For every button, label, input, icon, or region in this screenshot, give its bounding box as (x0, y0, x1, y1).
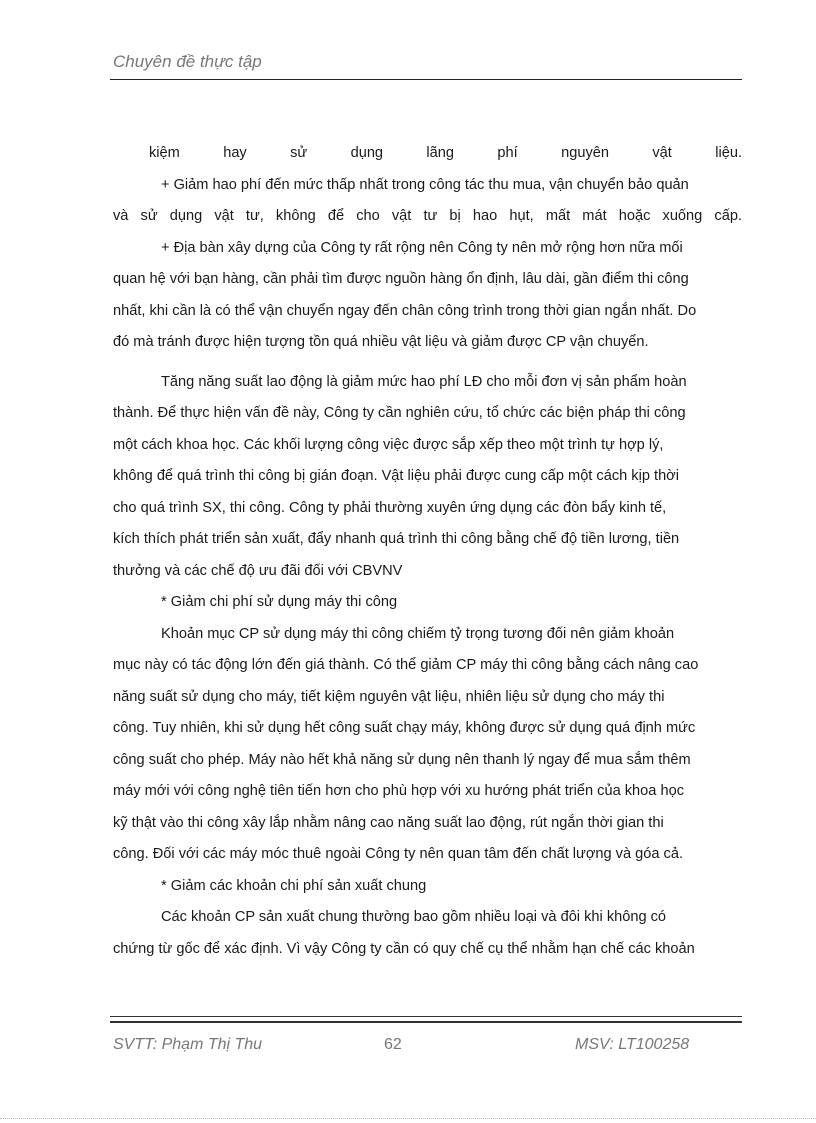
paragraph-line: kiệm hay sử dụng lãng phí nguyên vật liệu. (149, 145, 742, 161)
paragraph-line: Các khoản CP sản xuất chung thường bao gồm nhiều loại và đôi khi không có (161, 909, 667, 925)
footer-student-name: SVTT: Phạm Thị Thu (113, 1036, 263, 1053)
paragraph-line: + Giảm hao phí đến mức thấp nhất trong công tác thu mua, vận chuyển bảo quản (161, 176, 689, 193)
footer-divider-thick (110, 1021, 742, 1023)
paragraph-line: thưởng và các chế độ ưu đãi đối với CBVNV (113, 562, 403, 579)
document-body (113, 138, 742, 965)
page-header-title: Chuyên đề thực tập (113, 52, 262, 71)
paragraph-line: Tăng năng suất lao động là giảm mức hao phí LĐ cho mỗi đơn vị sản phẩm hoàn (161, 373, 687, 390)
footer-student-id: MSV: LT100258 (575, 1036, 690, 1053)
paragraph-line: + Địa bàn xây dựng của Công ty rất rộng nên Công ty nên mở rộng hơn nữa mối (161, 239, 683, 256)
paragraph-line: mục này có tác động lớn đến giá thành. Có thể giảm CP máy thi công bằng cách nâng cao (113, 657, 699, 673)
paragraph-line: công suất cho phép. Máy nào hết khả năng sử dụng nên thanh lý ngay để mua sắm thêm (113, 751, 691, 768)
paragraph-line: quan hệ với bạn hàng, cần phải tìm được nguồn hàng ổn định, lâu dài, gần điểm thi công (113, 271, 689, 287)
section-heading: * Giảm chi phí sử dụng máy thi công (161, 594, 398, 610)
paragraph-line: thành. Để thực hiện vấn đề này, Công ty cần nghiên cứu, tổ chức các biện pháp thi công (113, 405, 686, 421)
footer-divider (110, 1016, 742, 1017)
header-divider (110, 79, 742, 80)
paragraph-line: không để quá trình thi công bị gián đoạn. Vật liệu phải được cung cấp một cách kịp thời (113, 468, 679, 484)
paragraph-line: một cách khoa học. Các khối lượng công việc được sắp xếp theo một trình tự hợp lý, (113, 436, 664, 453)
page-number: 62 (384, 1036, 402, 1053)
paragraph-line: Khoản mục CP sử dụng máy thi công chiếm tỷ trọng tương đối nên giảm khoản (161, 625, 675, 642)
paragraph-line: máy mới với công nghệ tiên tiến hơn cho phù hợp với xu hướng phát triển của khoa học (113, 783, 684, 799)
paragraph-line: công. Đối với các máy móc thuê ngoài Công ty nên quan tâm đến chất lượng và góa cả. (113, 846, 684, 862)
paragraph-line: và sử dụng vật tư, không để cho vật tư bị hao hụt, mất mát hoặc xuống cấp. (113, 208, 742, 224)
paragraph-line: kích thích phát triển sản xuất, đẩy nhanh quá trình thi công bằng chế độ tiền lương, tiền (113, 531, 680, 547)
page-bottom-border (0, 1118, 816, 1119)
paragraph-line: kỹ thật vào thi công xây lắp nhằm nâng cao năng suất lao động, rút ngắn thời gian thi (113, 814, 664, 831)
paragraph-line: chứng từ gốc để xác định. Vì vậy Công ty cần có quy chế cụ thể nhằm hạn chế các khoản (113, 940, 695, 957)
section-heading: * Giảm các khoản chi phí sản xuất chung (161, 877, 427, 894)
paragraph-line: công. Tuy nhiên, khi sử dụng hết công suất chạy máy, không được sử dụng quá định mức (113, 720, 696, 736)
paragraph-line: năng suất sử dụng cho máy, tiết kiệm nguyên vật liệu, nhiên liệu sử dụng cho máy thi (113, 688, 665, 705)
paragraph-line: cho quá trình SX, thi công. Công ty phải thường xuyên ứng dụng các đòn bẩy kinh tế, (113, 499, 667, 516)
paragraph-line: nhất, khi cần là có thể vận chuyển ngay đến chân công trình trong thời gian ngắn nhất. Do (113, 302, 697, 319)
paragraph-line: đó mà tránh được hiện tượng tồn quá nhiều vật liệu và giảm được CP vận chuyển. (113, 334, 649, 350)
